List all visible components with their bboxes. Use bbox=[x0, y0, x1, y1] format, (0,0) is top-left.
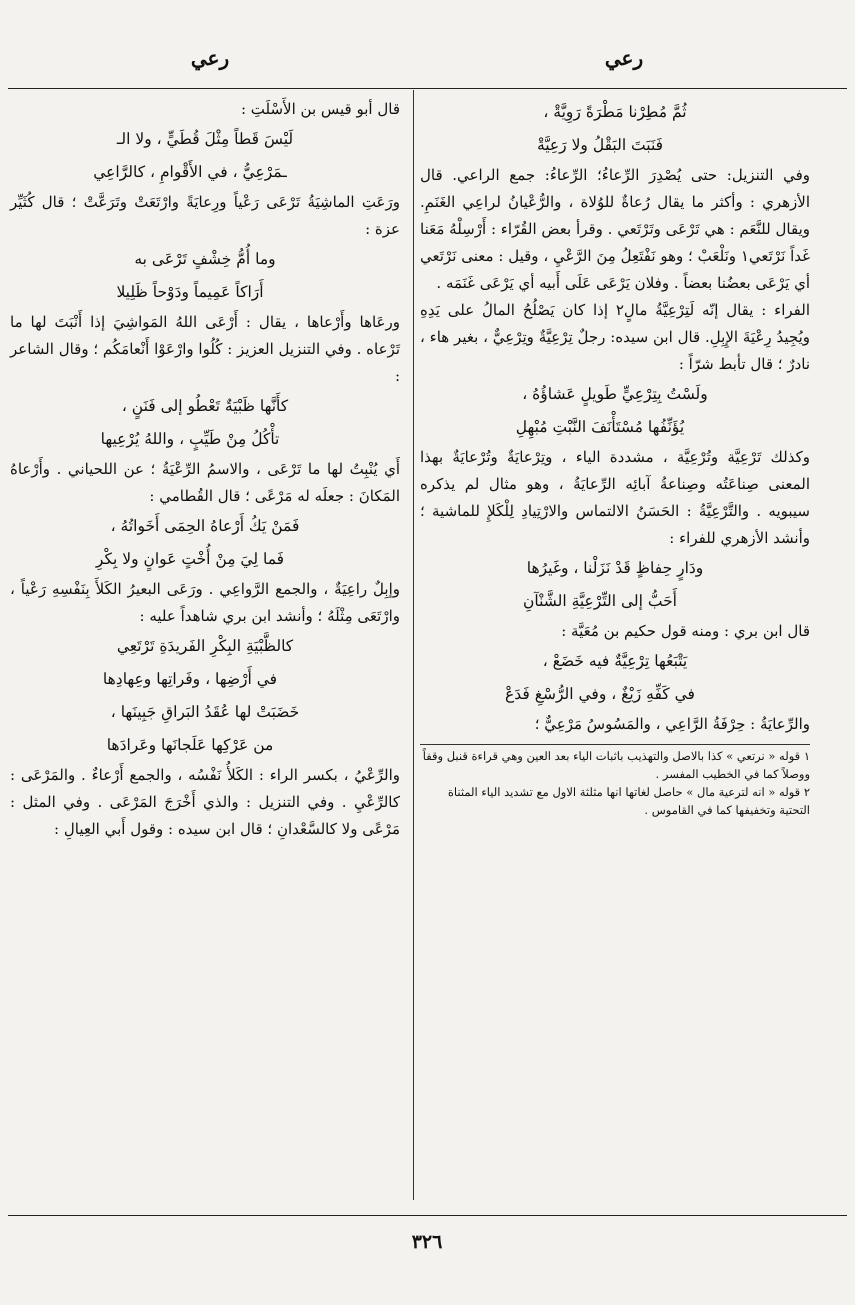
verse-block bbox=[10, 390, 400, 456]
verse-line: في أَرْضِها ، وفَراتِها وعِهادِها bbox=[102, 670, 278, 688]
paragraph: وإبِلٌ راعِيَةٌ ، والجمع الرَّواعِي . ورَعَى البعيرُ الكَلأَ بِنَفْسِهِ رَعْياً ، وارْتَعَى مِثْلَهُ ؛ وأنشد ابن بري شاهداً عليه : bbox=[10, 580, 400, 625]
footnote: ٢ قوله « انه لترعية مال » حاصل لغاتها انها مثلثة الاول مع تشديد الياء المثناة التحتية وتخفيفها كما في القاموس . bbox=[447, 785, 810, 817]
paragraph: والرِّعْيُ ، بكسر الراء : الكَلأُ نَفْسُه ، والجمع أَرْعاءٌ . والمَرْعَى : كالرِّعْيِ . وفي التنزيل : والذي أَخْرَجَ المَرْعَى . وفي المثل : مَرْعًى ولا كالسَّعْدانِ ؛ قال ابن سيده : وقول أَبي العِيالِ : bbox=[10, 766, 400, 838]
verse-block bbox=[10, 510, 400, 576]
verse-line: من عَرْكِها عَلَجانَها وعَرادَها bbox=[106, 736, 274, 754]
paragraph: ورَعَتِ الماشِيَةُ تَرْعَى رَعْياً ورِعايَةً وارْتَعَتْ وتَرَعَّتْ ؛ قال كُثَيِّر عزة : bbox=[10, 193, 400, 238]
running-header-left: رعي bbox=[190, 46, 230, 70]
verse-line: لَيْسَ قَطاً مِثْلَ قُطَيٍّ ، ولا الـ bbox=[116, 130, 294, 148]
verse-block bbox=[420, 96, 810, 162]
verse-block bbox=[10, 243, 400, 309]
right-column bbox=[420, 96, 810, 819]
column-divider bbox=[413, 90, 414, 1200]
paragraph: والرِّعايَةُ : حِرْفَةُ الرَّاعِي ، والمَسُوسُ مَرْعِيٌّ ؛ bbox=[534, 715, 810, 733]
verse-line: ـمَرْعِيُّ ، في الأَقْوامِ ، كالرَّاعِي bbox=[93, 163, 287, 181]
verse-line: في كَفِّهِ زَيْغٌ ، وفي الرُّسْغِ فَدَعْ bbox=[505, 685, 695, 703]
verse-line: أَحَبُّ إلى التِّرْعِيَّةِ الشَّنْآنِ bbox=[523, 592, 677, 610]
footnotes bbox=[420, 744, 810, 819]
verse-line: كالظَّبْيَةِ البِكْرِ الفَريدَةِ تَرْتَعِي bbox=[116, 637, 294, 655]
paragraph: قال أبو قيس بن الأَسْلَتِ : bbox=[240, 100, 400, 118]
paragraph: وكذلك تَرْعِيَّة وتُرْعِيَّة ، مشددة الياء ، وتِرْعايَةٌ وتُرْعايَةٌ بهذا المعنى صِناعَتُه وصِناعةُ آبائِه الرِّعايَةُ ، وهو مثال لم يذكره سيبويه . والتَّرْعِيَّةُ : الحَسَنُ الالتماس والارْتِيادِ لِلْكَلإِ للماشية ؛ وأنشد الأزهري للفراء : bbox=[420, 448, 810, 547]
verse-line: ودَارٍ حِفاظٍ قَدْ نَزَلْنا ، وغَيرُها bbox=[526, 559, 704, 577]
page-number: ٣٢٦ bbox=[411, 1231, 443, 1253]
verse-block bbox=[10, 123, 400, 189]
verse-line: فَمَنْ يَكُ أَرْعاهُ الحِمَى أَخَواتُهُ ، bbox=[110, 517, 300, 535]
verse-line: يَتْبَعُها تِرْعِيَّةٌ فيه خَضَعْ ، bbox=[542, 652, 688, 670]
verse-line: فَما لِيَ مِنْ أُخْتٍ عَوانٍ ولا بِكْرِ bbox=[95, 550, 285, 568]
verse-block bbox=[10, 630, 400, 696]
verse-block bbox=[420, 645, 810, 711]
verse-block bbox=[10, 696, 400, 762]
verse-line: فَنَبَتَ البَقْلُ ولا رَعِيَّةْ bbox=[536, 136, 664, 154]
verse-line: خَضَبَتْ لها عُقَدُ البَراقِ جَبِينَها ، bbox=[110, 703, 300, 721]
footer-rule bbox=[8, 1215, 847, 1216]
running-header-right: رعي bbox=[604, 46, 644, 70]
verse-line: ولَسْتُ بِتِرْعِيٍّ طَويلٍ عَشاؤُهُ ، bbox=[522, 385, 708, 403]
verse-line: وما أُمُّ خِشْفٍ تَرْعَى به bbox=[134, 250, 276, 268]
verse-line: يُؤَنِّفُها مُسْتَأْنَفَ النَّبْتِ مُبْهِلِ bbox=[515, 418, 685, 436]
verse-line: ثُمَّ مُطِرْنا مَطْرَةً رَوِيَّةْ ، bbox=[543, 103, 687, 121]
verse-line: تأْكُلُ مِنْ طَيِّبٍ ، واللهُ يُرْعِيها bbox=[100, 430, 280, 448]
paragraph: قال ابن بري : ومنه قول حكيم بن مُعَيَّة : bbox=[561, 622, 810, 640]
footnote: ١ قوله « نرتعي » كذا بالاصل والتهذيب باثبات الياء بعد العين وهي قراءة قنبل وقفاً ووصلاً كما في الخطيب المفسر . bbox=[422, 749, 810, 781]
paragraph: الفراء : يقال إنّه لَتِرْعِيَّةُ مالٍ٢ إذا كان يَصْلُحُ المالُ على يَدِهِ ويُجِيدُ رِعْيَةَ الإِبِلِ. قال ابن سيده: رجلٌ تِرْعِيَّةٌ وتِرْعِيٌّ ، بغير هاء ، نادرٌ ؛ قال تأبط شرّاً : bbox=[420, 301, 811, 373]
verse-line: كأَنَّها ظَبْيَةٌ تَعْطُو إلى فَنَنٍ ، bbox=[121, 397, 289, 415]
verse-block bbox=[420, 552, 810, 618]
paragraph: ورعَاها وأَرْعاها ، يقال : أَرْعَى اللهُ المَواشِيَ إذا أَنْبَتَ لها ما تَرْعاه . وفي التنزيل العزيز : كُلُوا وارْعَوْا أَنْعامَكُم ؛ وقال الشاعر : bbox=[10, 313, 400, 385]
paragraph: أَي يُنْبِتُ لها ما تَرْعَى ، والاسمُ الرِّعْيَةُ ؛ عن اللحياني . وأَرْعاهُ المَكانَ : جعلَه له مَرْعًى ؛ قال القُطامي : bbox=[10, 460, 400, 505]
verse-block bbox=[420, 378, 810, 444]
paragraph: وفي التنزيل: حتى يُصْدِرَ الرِّعاءُ؛ الرِّعاءُ: جمع الراعي. قال الأزهري : وأكثر ما يقال رُعاةٌ للوُلاة ، والرُّعْيانُ لراعِي الغَنَمِ. ويقال للنَّعَم : هي تَرْعَى وتَرْتَعي . وقرأ بعض القُرّاء : أَرْسِلْهُ مَعَنا غَداً نَرْتَعي١ ونَلْعَبْ ؛ وهو نَفْتَعِلُ مِنَ الرَّعْيِ ، وقيل : معنى نَرْتَعي أي يَرْعَى بعضُنا بعضاً . وفلان يَرْعَى عَلَى أَبيه أي يَرْعَى غَنَمَه . bbox=[420, 166, 810, 292]
left-column bbox=[10, 96, 400, 843]
verse-line: أَرَاكاً عَمِيماً ودَوْحاً ظَلِيلا bbox=[116, 283, 264, 301]
header-rule bbox=[8, 88, 847, 89]
